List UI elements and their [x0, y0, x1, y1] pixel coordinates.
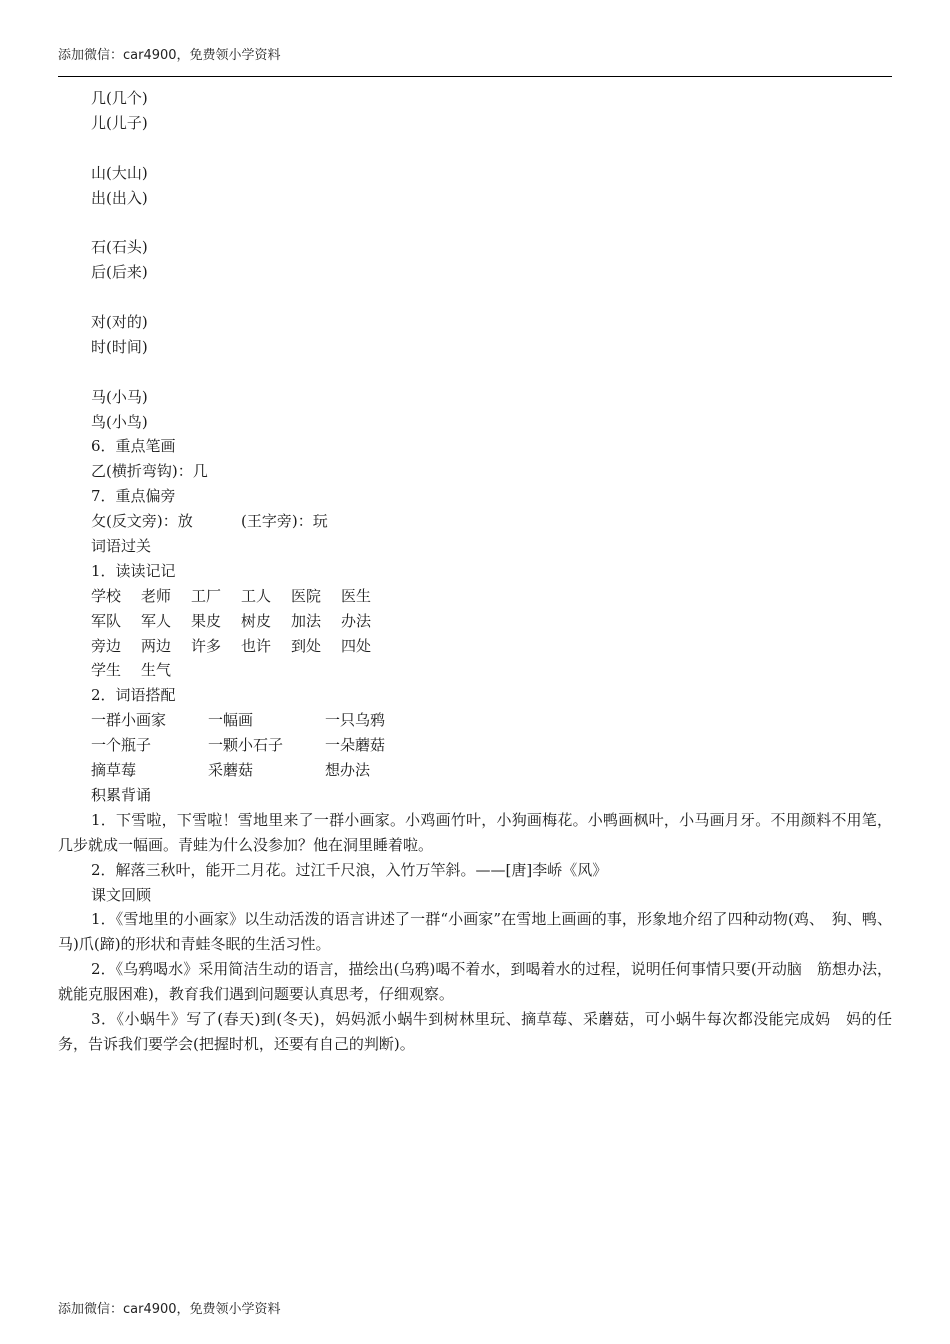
char-entry: 出(出入) [91, 188, 148, 207]
word: 许多 [191, 636, 222, 655]
spacer [58, 210, 892, 235]
review-paragraph: 3．《小蜗牛》写了(春天)到(冬天)，妈妈派小蜗牛到树林里玩、摘草莓、采蘑菇，可小蜗牛每次都没能完成妈 妈的任务，告诉我们要学会(把握时机，还要有自己的判断)。 [58, 1010, 892, 1053]
section-heading: 7．重点偏旁 [91, 487, 176, 506]
char-entry: 鸟(小鸟) [91, 412, 148, 431]
phrase: 一个瓶子 [91, 736, 152, 755]
word: 生气 [141, 661, 172, 680]
word: 树皮 [241, 611, 272, 630]
word: 四处 [341, 636, 372, 655]
word: 工厂 [191, 586, 222, 605]
char-entry: 儿(儿子) [91, 113, 148, 132]
spacer [58, 136, 892, 161]
document-body [58, 86, 892, 1057]
char-entry: 几(几个) [91, 89, 148, 107]
section-title: 词语过关 [91, 537, 152, 556]
char-entry: 对(对的) [91, 313, 148, 332]
radical-item: 攵(反文旁)：放 [91, 512, 193, 531]
match-row [58, 708, 892, 733]
word: 两边 [141, 636, 172, 655]
char-entry: 山(大山) [91, 163, 148, 182]
match-row [58, 733, 892, 758]
match-row [58, 758, 892, 783]
word: 果皮 [191, 611, 222, 630]
recite-paragraph: 2．解落三秋叶，能开二月花。过江千尺浪，入竹万竿斜。——[唐]李峤《风》 [91, 860, 608, 879]
word: 加法 [291, 611, 322, 630]
word-row [58, 609, 892, 634]
word: 军人 [141, 611, 172, 630]
word: 旁边 [91, 636, 122, 655]
phrase: 一颗小石子 [208, 736, 284, 755]
char-entry: 石(石头) [91, 238, 148, 257]
spacer [58, 360, 892, 385]
section-title: 积累背诵 [91, 785, 152, 804]
section-title: 课文回顾 [91, 885, 152, 904]
word: 办法 [341, 611, 372, 630]
recite-paragraph: 1．下雪啦，下雪啦！雪地里来了一群小画家。小鸡画竹叶，小狗画梅花。小鸭画枫叶，小马画月牙。不用颜料不用笔，几步就成一幅画。青蛙为什么没参加？他在洞里睡着啦。 [58, 810, 892, 854]
section-heading: 1．读读记记 [91, 561, 176, 580]
phrase: 一群小画家 [91, 711, 167, 730]
word: 医生 [341, 586, 372, 605]
phrase: 采蘑菇 [208, 761, 254, 780]
review-paragraph: 1．《雪地里的小画家》以生动活泼的语言讲述了一群“小画家”在雪地上画画的事，形象地介绍了四种动物(鸡、 狗、鸭、马)爪(蹄)的形状和青蛙冬眠的生活习性。 [58, 910, 892, 954]
word: 到处 [291, 636, 322, 655]
spacer [58, 285, 892, 310]
stroke-item: 乙(横折弯钩)：几 [91, 462, 208, 481]
section-heading: 2．词语搭配 [91, 686, 176, 705]
radical-items [58, 509, 892, 534]
word: 老师 [141, 586, 172, 605]
page-header: 添加微信：car4900，免费领小学资料 [58, 48, 281, 63]
word: 也许 [241, 636, 272, 655]
word: 学生 [91, 661, 122, 680]
word: 医院 [291, 586, 322, 605]
word-row [58, 634, 892, 659]
phrase: 一幅画 [208, 711, 254, 730]
section-heading: 6．重点笔画 [91, 437, 176, 456]
phrase: 一朵蘑菇 [325, 736, 386, 755]
phrase: 摘草莓 [91, 761, 137, 780]
word-row [58, 584, 892, 609]
review-paragraph: 2．《乌鸦喝水》采用简洁生动的语言，描绘出(乌鸦)喝不着水，到喝着水的过程，说明任何事情只要(开动脑 筋想办法，就能克服困难)，教育我们遇到问题要认真思考，仔细观察。 [58, 960, 892, 1004]
char-entry: 时(时间) [91, 337, 148, 356]
word: 军队 [91, 611, 122, 630]
page-footer: 添加微信：car4900，免费领小学资料 [58, 1302, 281, 1317]
radical-item: (王字旁)：玩 [241, 512, 328, 531]
phrase: 想办法 [325, 761, 371, 780]
header-divider [58, 76, 892, 77]
word-row [58, 658, 892, 683]
char-entry: 后(后来) [91, 263, 148, 282]
phrase: 一只乌鸦 [325, 711, 386, 730]
char-entry: 马(小马) [91, 387, 148, 406]
word: 学校 [91, 586, 122, 605]
word: 工人 [241, 586, 272, 605]
